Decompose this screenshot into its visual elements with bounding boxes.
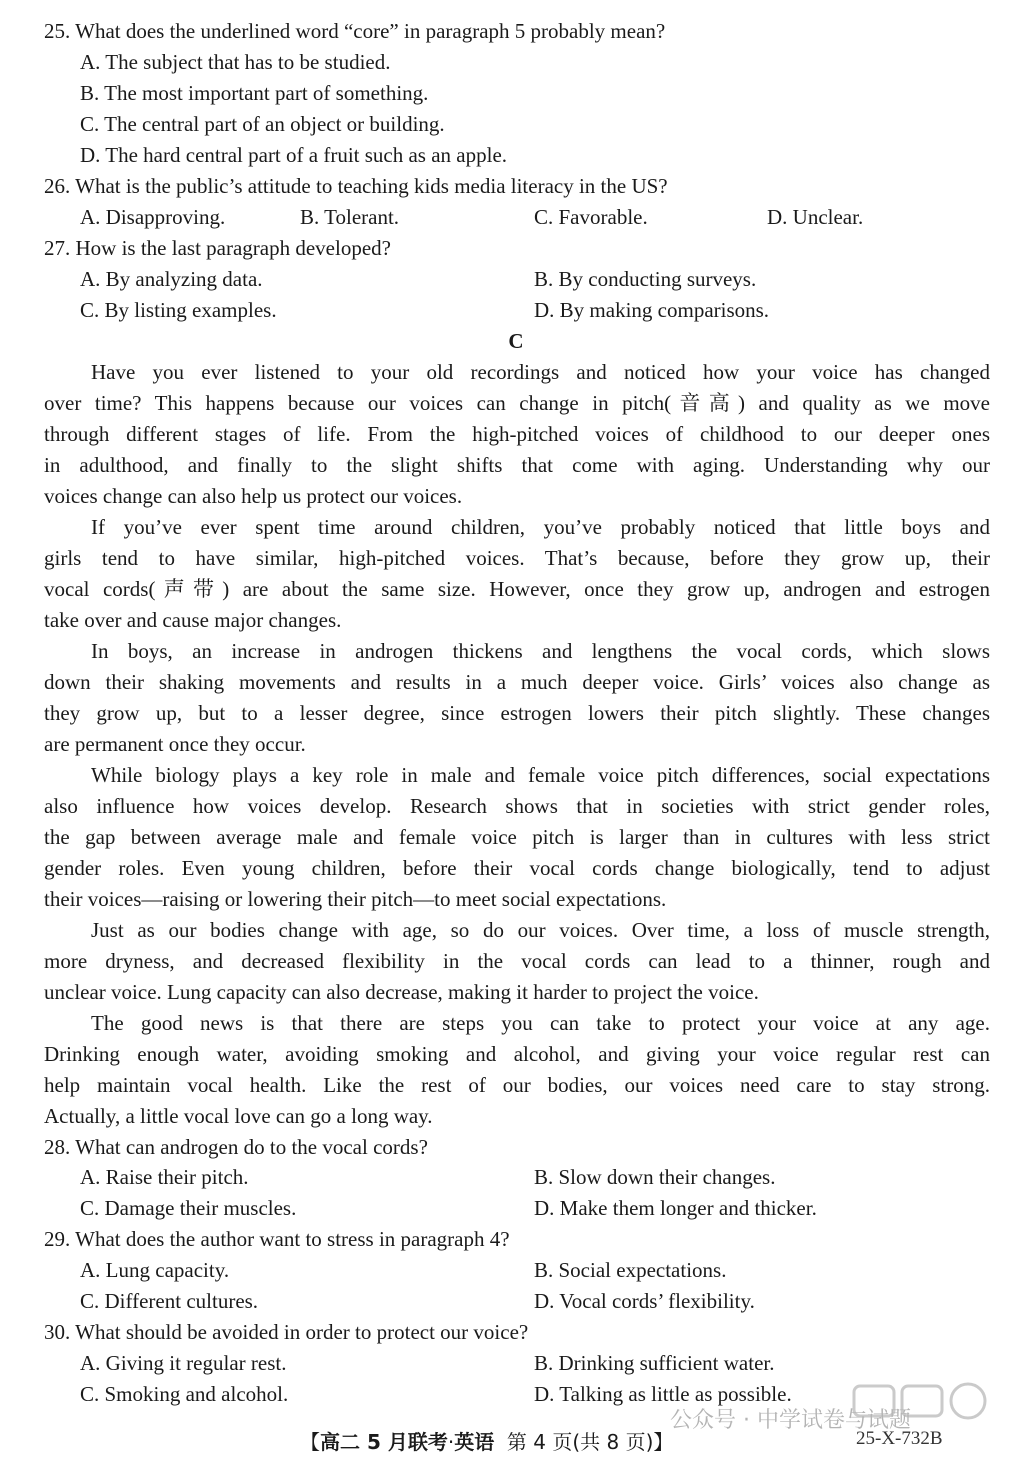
passage-line: The good news is that there are steps you can take to protect your voice at any age. [91, 1011, 990, 1035]
footer-grade: 高二 5 月联考 [320, 1430, 448, 1454]
answer-option: D. Unclear. [767, 205, 864, 229]
passage-line: more dryness, and decreased flexibility in the vocal cords can lead to a thinner, rough and [44, 949, 990, 973]
answer-option: C. By listing examples. [80, 298, 277, 322]
watermark-text: 公众号 · 中学试卷与试题 [670, 1408, 911, 1433]
answer-option: A. Giving it regular rest. [80, 1351, 287, 1375]
passage-line: down their shaking movements and results in a much deeper voice. Girls’ voices also change as [44, 670, 990, 694]
question-stem: 25. What does the underlined word “core” in paragraph 5 probably mean? [44, 19, 666, 43]
footer-bracket-left: 【 [300, 1430, 320, 1454]
answer-option: C. The central part of an object or building. [80, 112, 445, 136]
page-footer [300, 1426, 673, 1455]
answer-option: B. Slow down their changes. [534, 1165, 776, 1189]
passage-line: take over and cause major changes. [44, 608, 342, 632]
passage-line: their voices—raising or lowering their pitch—to meet social expectations. [44, 887, 667, 911]
answer-option: A. Raise their pitch. [80, 1165, 249, 1189]
answer-option: A. The subject that has to be studied. [80, 50, 391, 74]
answer-option: D. By making comparisons. [534, 298, 770, 322]
question-stem: 26. What is the public’s attitude to teaching kids media literacy in the US? [44, 174, 668, 198]
passage-line: over time? This happens because our voices can change in pitch(音高) and quality as we move [44, 391, 990, 415]
answer-option: A. Lung capacity. [80, 1258, 230, 1282]
passage-line: gender roles. Even young children, before their vocal cords change biologically, tend to adjust [44, 856, 990, 880]
passage-line: through different stages of life. From the high-pitched voices of childhood to our deeper ones [44, 422, 990, 446]
passage-line: in adulthood, and finally to the slight shifts that come with aging. Understanding why our [44, 453, 990, 477]
answer-option: B. The most important part of something. [80, 81, 429, 105]
answer-option: D. Vocal cords’ flexibility. [534, 1289, 755, 1313]
passage-line: also influence how voices develop. Research shows that in societies with strict gender roles, [44, 794, 990, 818]
passage-line: they grow up, but to a lesser degree, since estrogen lowers their pitch slightly. These changes [44, 701, 990, 725]
passage-line: Drinking enough water, avoiding smoking and alcohol, and giving your voice regular rest can [44, 1042, 990, 1066]
footer-bracket-right: 】 [653, 1430, 674, 1454]
passage-line: are permanent once they occur. [44, 732, 306, 756]
answer-option: C. Favorable. [534, 205, 648, 229]
passage-line: Actually, a little vocal love can go a long way. [44, 1104, 433, 1128]
passage-line: voices change can also help us protect our voices. [44, 484, 463, 508]
exam-code: 25-X-732B [856, 1428, 943, 1449]
passage-line: While biology plays a key role in male and female voice pitch differences, social expectations [91, 763, 990, 787]
footer-subject: 英语 [454, 1430, 495, 1454]
passage-line: Just as our bodies change with age, so do our voices. Over time, a loss of muscle strength, [91, 918, 990, 942]
watermark-logo-icon [850, 1378, 990, 1424]
passage-line: vocal cords(声带) are about the same size. However, once they grow up, androgen and estrogen [44, 577, 990, 601]
answer-option: B. Social expectations. [534, 1258, 727, 1282]
passage-line: If you’ve ever spent time around children, you’ve probably noticed that little boys and [91, 515, 990, 539]
answer-option: A. Disapproving. [80, 205, 226, 229]
passage-line: help maintain vocal health. Like the rest of our bodies, our voices need care to stay strong. [44, 1073, 990, 1097]
answer-option: A. By analyzing data. [80, 267, 263, 291]
answer-option: B. By conducting surveys. [534, 267, 757, 291]
answer-option: C. Smoking and alcohol. [80, 1382, 289, 1406]
answer-option: B. Drinking sufficient water. [534, 1351, 775, 1375]
answer-option: D. Talking as little as possible. [534, 1382, 792, 1406]
answer-option: B. Tolerant. [300, 205, 400, 229]
passage-line: the gap between average male and female voice pitch is larger than in cultures with less strict [44, 825, 990, 849]
passage-line: In boys, an increase in androgen thickens and lengthens the vocal cords, which slows [91, 639, 990, 663]
question-stem: 28. What can androgen do to the vocal cords? [44, 1135, 428, 1159]
answer-option: C. Different cultures. [80, 1289, 259, 1313]
footer-page-number: 第 4 页(共 8 页) [506, 1430, 654, 1454]
passage-line: unclear voice. Lung capacity can also decrease, making it harder to project the voice. [44, 980, 759, 1004]
question-stem: 29. What does the author want to stress in paragraph 4? [44, 1227, 510, 1251]
passage-line: Have you ever listened to your old recordings and noticed how your voice has changed [91, 360, 990, 384]
section-heading: C [508, 329, 524, 353]
question-stem: 27. How is the last paragraph developed? [44, 236, 391, 260]
passage-line: girls tend to have similar, high-pitched voices. That’s because, before they grow up, their [44, 546, 990, 570]
question-stem: 30. What should be avoided in order to protect our voice? [44, 1320, 529, 1344]
answer-option: C. Damage their muscles. [80, 1196, 297, 1220]
footer-dot: · [447, 1430, 455, 1454]
answer-option: D. Make them longer and thicker. [534, 1196, 817, 1220]
answer-option: D. The hard central part of a fruit such as an apple. [80, 143, 508, 167]
